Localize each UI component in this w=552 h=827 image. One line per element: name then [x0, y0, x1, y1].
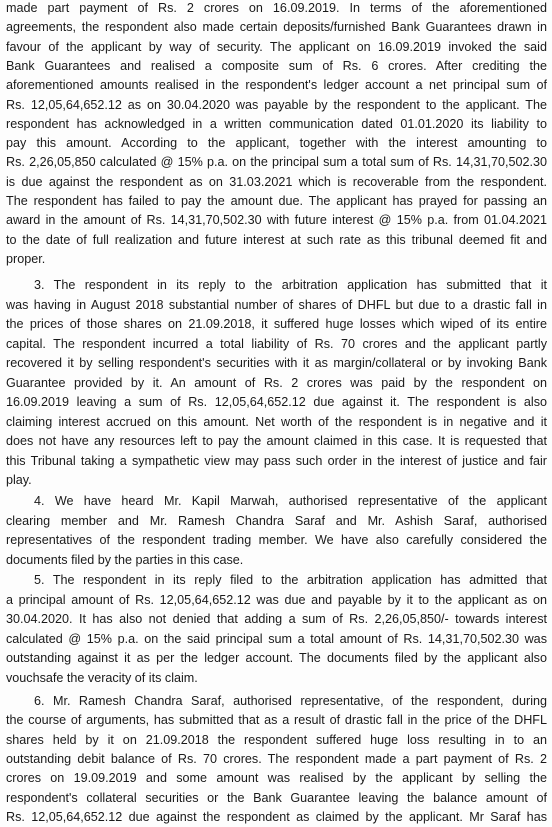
text-line: [34, 571, 547, 590]
text-line-content: recovered it by selling respondent's securities with it as margin/collateral or by invoking Bank: [6, 356, 547, 370]
text-line: [6, 18, 547, 37]
text-line: [6, 769, 547, 788]
text-line: [6, 250, 547, 269]
text-line: [6, 231, 547, 250]
text-line: [6, 115, 547, 134]
text-line-content: clearing member and Mr. Ramesh Chandra Saraf and Mr. Ashish Saraf, authorised: [6, 513, 547, 528]
text-line: [6, 789, 547, 808]
text-line-content: respondent has acknowledged in a written communication dated 01.01.2020 its liability to: [6, 116, 547, 131]
text-line-content: the course of arguments, has submitted that as a result of drastic fall in the price of the DHFL: [6, 713, 547, 728]
text-line: [6, 153, 547, 172]
text-line-content: agreements, the respondent also made certain deposits/furnished Bank Guarantees drawn in: [6, 20, 547, 35]
text-line: [6, 335, 547, 354]
text-line: [34, 692, 547, 711]
text-line: [6, 610, 547, 629]
text-line-content: claiming interest accrued on this amount. Net worth of the respondent is in negative and it: [6, 414, 547, 429]
text-line-content: this Tribunal taking a sympathetic view may pass such order in the interest of justice and fair: [6, 453, 547, 468]
text-line-content: is due against the respondent as on 31.03.2021 which is recoverable from the respondent.: [6, 174, 547, 189]
text-line: [6, 192, 547, 211]
text-line: [34, 492, 547, 511]
text-line: [6, 711, 547, 730]
text-line: [6, 452, 547, 471]
text-line-content: calculated @ 15% p.a. on the said principal sum a total amount of Rs. 14,31,70,502.30 was: [6, 631, 547, 646]
text-line-content: outstanding against it as per the ledger account. The documents filed by the applicant also: [6, 651, 547, 665]
text-line: [6, 649, 547, 668]
text-line-content: play.: [6, 473, 32, 487]
text-line-content: 30.04.2020. It has also not denied that adding a sum of Rs. 2,26,05,850/- towards interest: [6, 612, 547, 626]
text-line-content: representatives of the respondent trading member. We have also carefully considered the: [6, 533, 547, 547]
text-line-content: Rs. 12,05,64,652.12 due against the respondent as claimed by the applicant. Mr Saraf has: [6, 809, 547, 824]
text-line: [6, 134, 547, 153]
text-line: [6, 591, 547, 610]
text-line-content: Rs. 12,05,64,652.12 as on 30.04.2020 was payable by the respondent to the applicant. The: [6, 97, 547, 112]
text-line-content: outstanding debit balance of Rs. 70 crores. The respondent made a part payment of Rs. 2: [6, 751, 547, 766]
text-line-content: Rs. 2,26,05,850 calculated @ 15% p.a. on the principal sum a total sum of Rs. 14,31,70,502.30: [6, 155, 547, 170]
text-line: [6, 413, 547, 432]
text-line: [6, 296, 547, 315]
text-line-content: 6. Mr. Ramesh Chandra Saraf, authorised representative, of the respondent, during: [34, 694, 547, 708]
text-line-content: a principal amount of Rs. 12,05,64,652.12 was due and payable by it to the applicant as on: [6, 592, 547, 607]
text-line: [6, 76, 547, 95]
text-line-content: The respondent has failed to pay the amount due. The applicant has prayed for passing an: [6, 194, 547, 208]
text-line: [6, 531, 547, 550]
text-line: [6, 96, 547, 115]
text-line-content: to the date of full realization and future interest at such rate as this tribunal deemed fit and: [6, 232, 547, 247]
text-line-content: Guarantee provided by it. An amount of Rs. 2 crores was paid by the respondent on: [6, 375, 547, 390]
text-line: [6, 57, 547, 76]
text-line-content: favour of the applicant by way of security. The applicant on 16.09.2019 invoked the said: [6, 39, 547, 54]
text-line-content: 16.09.2019 leaving a sum of Rs. 12,05,64,652.12 due against it. The respondent is also: [6, 395, 547, 409]
text-line-content: pay this amount. According to the applicant, together with the interest amounting to: [6, 136, 547, 151]
text-line: [6, 354, 547, 373]
text-line-content: 4. We have heard Mr. Kapil Marwah, authorised representative of the applicant: [34, 494, 547, 508]
text-line-content: vouchsafe the veracity of its claim.: [6, 670, 198, 685]
text-line-content: 3. The respondent in its reply to the arbitration application has submitted that it: [34, 278, 547, 292]
text-line: [6, 750, 547, 769]
text-line: [6, 374, 547, 393]
text-line-content: respondent's collateral securities or the Bank Guarantee leaving the balance amount of: [6, 790, 547, 805]
text-line: [6, 211, 547, 230]
text-line: [6, 432, 547, 451]
text-line-content: proper.: [6, 251, 46, 266]
text-line-content: was having in August 2018 substantial number of shares of DHFL but due to a drastic fall in: [6, 297, 547, 312]
text-line: [6, 808, 547, 827]
text-line-content: 5. The respondent in its reply filed to the arbitration application has admitted that: [34, 573, 547, 587]
text-line: [6, 551, 547, 570]
text-line-content: made part payment of Rs. 2 crores on 16.09.2019. In terms of the aforementioned: [6, 1, 547, 15]
text-line: [6, 669, 547, 688]
text-line: [6, 0, 547, 18]
text-line: [6, 471, 547, 490]
text-line: [6, 731, 547, 750]
text-line-content: shares held by it on 21.09.2018 the respondent suffered huge loss resulting in to an: [6, 732, 547, 747]
text-line: [6, 512, 547, 531]
text-line-content: award in the amount of Rs. 14,31,70,502.30 with future interest @ 15% p.a. from 01.04.2021: [6, 213, 547, 228]
text-line: [6, 315, 547, 334]
text-line-content: does not have any resources left to pay the amount claimed in this case. It is requested that: [6, 434, 547, 448]
text-line: [6, 393, 547, 412]
text-line-content: the prices of those shares on 21.09.2018, it suffered huge losses which wiped of its entire: [6, 317, 547, 331]
text-line: [34, 276, 547, 295]
text-line-content: Bank Guarantees and realised a composite sum of Rs. 6 crores. After crediting the: [6, 58, 547, 73]
text-line: [6, 173, 547, 192]
text-line: [6, 630, 547, 649]
text-line-content: documents filed by the parties in this case.: [6, 552, 244, 567]
text-line: [6, 38, 547, 57]
text-line-content: capital. The respondent incurred a total liability of Rs. 70 crores and the applicant partly: [6, 336, 547, 351]
text-line-content: crores on 19.09.2019 and some amount was realised by the applicant by selling the: [6, 771, 547, 786]
text-line-content: aforementioned amounts realised in the respondent's ledger account a net principal sum of: [6, 78, 547, 93]
